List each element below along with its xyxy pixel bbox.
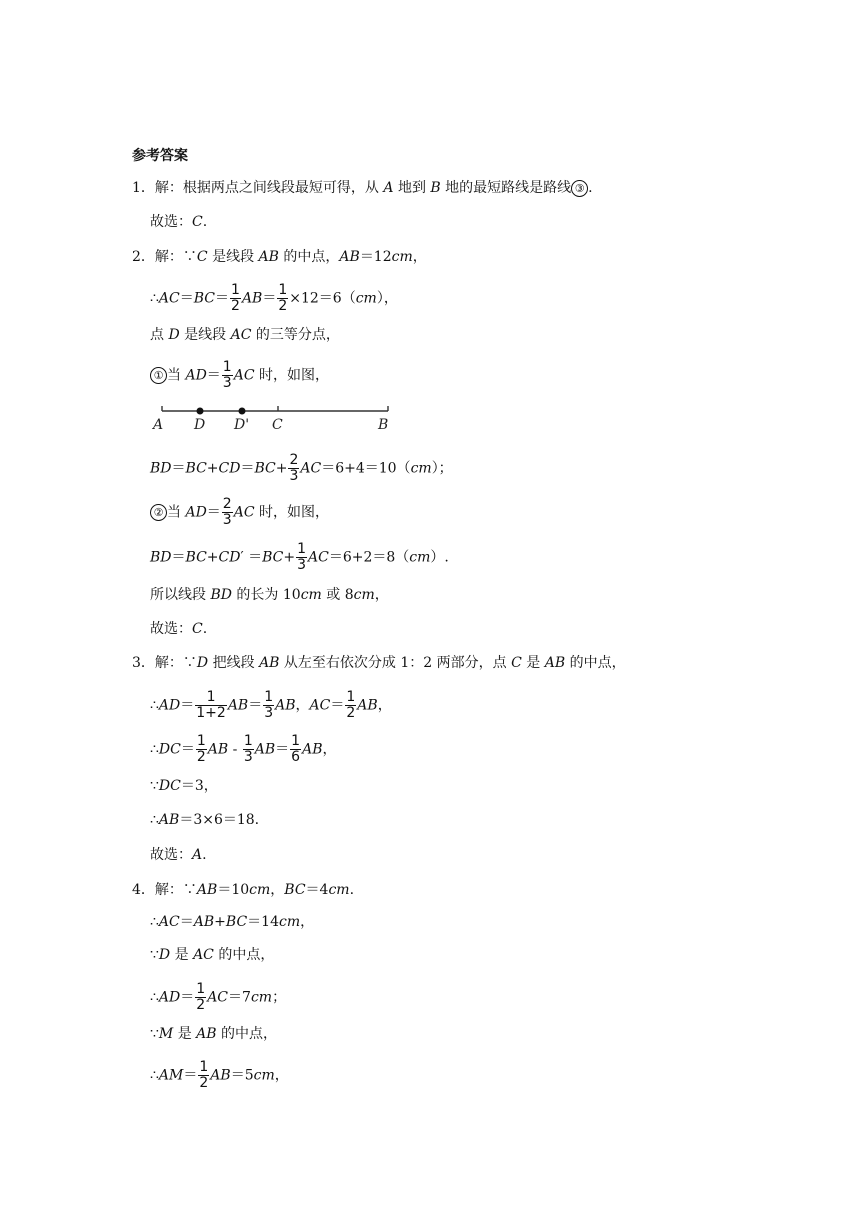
label-D-prime: D' [234, 417, 250, 433]
q2-line-6: ② 当 AD＝ $\frac{2}{3}$ AC 时，如图， [150, 497, 329, 528]
fraction-third: $\frac{1}{3}$ [243, 733, 253, 765]
fraction-two-thirds: $\frac{2}{3}$ [289, 452, 299, 484]
fraction-third: $\frac{1}{3}$ [222, 359, 232, 391]
q3-line-4: ∵DC＝3， [150, 778, 218, 794]
q3-line-1: 3．解：∵D 把线段 AB 从左至右依次分成 1：2 两部分，点 C 是 AB 的中点， [132, 655, 626, 671]
q2-line-5: BD＝BC+CD＝BC+ $\frac{2}{3}$ AC＝6+4＝10（cm）； [150, 452, 453, 484]
fraction-half: $\frac{1}{2}$ [196, 733, 206, 765]
q2-line-1: 2．解：∵C 是线段 AB 的中点，AB＝12cm， [132, 249, 427, 265]
q2-line-7: BD＝BC+CD′ ＝BC+ $\frac{1}{3}$ AC＝6+2＝8（cm）. [150, 541, 449, 573]
q4-line-4: ∴AD＝ $\frac{1}{2}$ AC＝7cm； [150, 981, 287, 1013]
q1-number: 1． [132, 180, 155, 196]
case-circle-1: ① [150, 367, 167, 384]
case-circle-2: ② [150, 504, 167, 521]
fraction-third: $\frac{1}{3}$ [297, 541, 307, 573]
q3-line-3: ∴DC＝ $\frac{1}{2}$ AB - $\frac{1}{3}$ AB＝ $\frac{1}{6}$ AB， [150, 733, 337, 765]
fraction-half: $\frac{1}{2}$ [196, 981, 206, 1013]
q2-line-2: ∴AC＝BC＝ $\frac{1}{2}$ AB＝ $\frac{1}{2}$ ×12＝6（cm）， [150, 282, 398, 314]
q2-line-8: 所以线段 BD 的长为 10cm 或 8cm， [150, 587, 389, 603]
label-D: D [194, 417, 206, 433]
q4-line-6: ∴AM＝ $\frac{1}{2}$ AB＝5cm， [150, 1059, 289, 1091]
section-heading: 参考答案 [132, 148, 188, 164]
q3-line-5: ∴AB＝3×6＝18. [150, 812, 260, 828]
fraction-half: $\frac{1}{2}$ [346, 689, 356, 721]
fraction-one-over-three-sum: $\frac{1}{1+2}$ [196, 689, 226, 721]
fraction-half: $\frac{1}{2}$ [231, 282, 240, 314]
q1-answer: 故选：C. [150, 214, 208, 230]
label-A: A [153, 417, 164, 433]
q4-line-2: ∴AC＝AB+BC＝14cm， [150, 914, 315, 930]
q4-line-1: 4．解：∵AB＝10cm，BC＝4cm. [132, 882, 355, 898]
fraction-two-thirds: $\frac{2}{3}$ [222, 496, 232, 528]
q3-line-2: ∴AD＝ $\frac{1}{1+2}$ AB＝ $\frac{1}{3}$ AB，AC＝ $\frac{1}{2}$ AB， [150, 689, 392, 721]
q4-number: 4． [132, 882, 155, 898]
segment-diagram [148, 400, 398, 436]
point-D-prime [239, 408, 246, 415]
label-C: C [272, 417, 283, 433]
q1-line-1: 1．解：根据两点之间线段最短可得，从 A 地到 B 地的最短路线是路线 ③ . [132, 180, 593, 196]
label-B: B [378, 417, 389, 433]
q2-line-3: 点 D 是线段 AC 的三等分点， [150, 327, 340, 343]
fraction-half: $\frac{1}{2}$ [278, 282, 288, 314]
q4-line-3: ∵D 是 AC 的中点， [150, 947, 275, 963]
fraction-sixth: $\frac{1}{6}$ [291, 733, 301, 765]
q3-number: 3． [132, 655, 155, 671]
route-circle-3: ③ [571, 180, 588, 197]
q2-answer: 故选：C. [150, 621, 208, 637]
q4-line-5: ∵M 是 AB 的中点， [150, 1026, 278, 1042]
q2-number: 2． [132, 249, 155, 265]
q2-line-4: ① 当 AD＝ $\frac{1}{3}$ AC 时，如图， [150, 360, 329, 391]
point-D [197, 408, 204, 415]
fraction-half: $\frac{1}{2}$ [199, 1059, 209, 1091]
q3-answer: 故选：A. [150, 847, 207, 863]
fraction-third: $\frac{1}{3}$ [264, 689, 274, 721]
